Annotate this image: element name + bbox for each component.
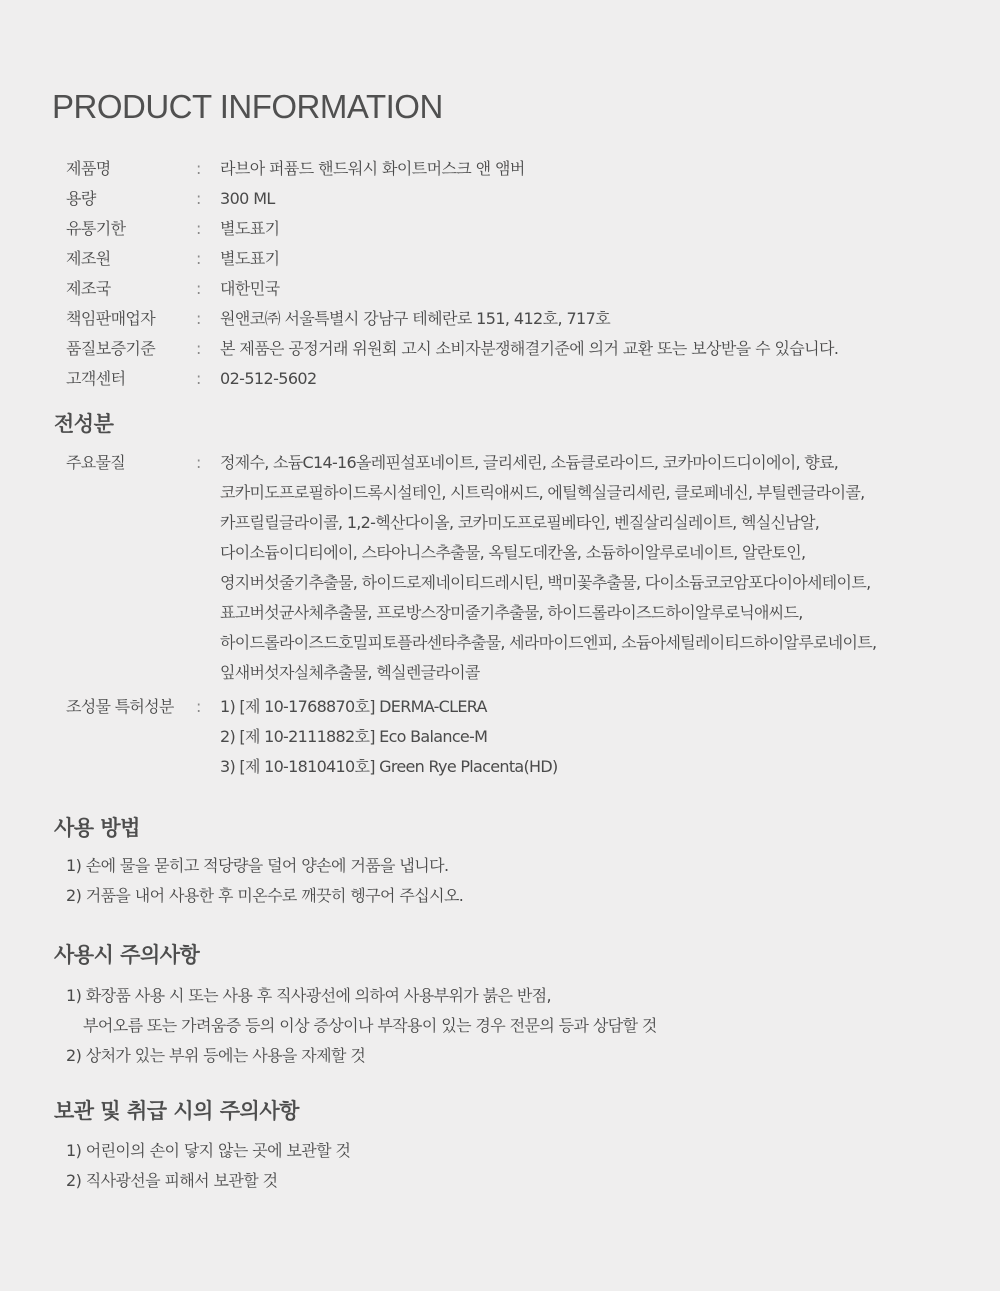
info-colon: : (196, 219, 201, 238)
info-row-capacity (66, 184, 966, 214)
info-row-quality-standard (66, 334, 966, 364)
patent-line: 1) [제 10-1768870호] DERMA-CLERA (220, 697, 487, 716)
info-label: 용량 (66, 189, 96, 208)
info-row-customer-center (66, 364, 966, 394)
storage-item: 2) 직사광선을 피해서 보관할 것 (66, 1171, 278, 1190)
usage-item: 2) 거품을 내어 사용한 후 미온수로 깨끗히 헹구어 주십시오. (66, 886, 464, 905)
info-colon: : (196, 453, 201, 472)
ingredient-line: 표고버섯균사체추출물, 프로방스장미줄기추출물, 하이드롤라이즈드하이알루로닉애씨드, (220, 603, 803, 622)
ingredient-line: 다이소듐이디티에이, 스타아니스추출물, 옥틸도데칸올, 소듐하이알루로네이트, 알란토인, (220, 543, 806, 562)
info-value: 300 ML (220, 189, 275, 208)
info-label: 품질보증기준 (66, 339, 156, 358)
info-value: 대한민국 (220, 279, 280, 298)
info-value: 원앤코㈜ 서울특별시 강남구 테헤란로 151, 412호, 717호 (220, 309, 611, 328)
info-value: 별도표기 (220, 249, 280, 268)
caution-list (66, 981, 657, 1071)
info-label: 제품명 (66, 159, 111, 178)
storage-list (66, 1136, 350, 1196)
caution-item: 1) 화장품 사용 시 또는 사용 후 직사광선에 의하여 사용부위가 붉은 반점, (66, 986, 552, 1005)
info-colon: : (196, 309, 201, 328)
ingredient-line: 하이드롤라이즈드호밀피토플라센타추출물, 세라마이드엔피, 소듐아세틸레이티드하이알루로네이트, (220, 633, 877, 652)
product-info-table (66, 154, 966, 394)
main-ingredients-label: 주요물질 (66, 453, 126, 472)
ingredient-line: 코카미도프로필하이드록시설테인, 시트릭애씨드, 에틸헥실글리세린, 클로페네신, 부틸렌글라이콜, (220, 483, 865, 502)
caution-heading: 사용시 주의사항 (54, 943, 200, 967)
info-label: 제조원 (66, 249, 111, 268)
main-ingredients-list (220, 448, 876, 688)
info-row-product-name (66, 154, 966, 184)
usage-heading: 사용 방법 (54, 816, 140, 840)
info-colon: : (196, 159, 201, 178)
page-title: PRODUCT INFORMATION (52, 88, 443, 125)
patent-line: 2) [제 10-2111882호] Eco Balance-M (220, 727, 488, 746)
main-ingredients-row (66, 448, 976, 688)
usage-item: 1) 손에 물을 묻히고 적당량을 덜어 양손에 거품을 냅니다. (66, 856, 449, 875)
info-colon: : (196, 189, 201, 208)
caution-item-continued: 부어오름 또는 가려움증 등의 이상 증상이나 부작용이 있는 경우 전문의 등과 상담할 것 (83, 1016, 657, 1035)
patent-ingredients-row (66, 692, 976, 782)
info-label: 고객센터 (66, 369, 126, 388)
ingredient-line: 잎새버섯자실체추출물, 헥실렌글라이콜 (220, 663, 480, 682)
patent-ingredients-label: 조성물 특허성분 (66, 697, 174, 716)
patent-line: 3) [제 10-1810410호] Green Rye Placenta(HD) (220, 757, 558, 776)
info-colon: : (196, 279, 201, 298)
usage-list (66, 851, 463, 911)
ingredients-heading: 전성분 (54, 412, 114, 436)
storage-item: 1) 어린이의 손이 닿지 않는 곳에 보관할 것 (66, 1141, 351, 1160)
info-row-country (66, 274, 966, 304)
info-label: 유통기한 (66, 219, 126, 238)
info-colon: : (196, 369, 201, 388)
info-colon: : (196, 697, 201, 716)
info-value: 02-512-5602 (220, 369, 317, 388)
info-value: 별도표기 (220, 219, 280, 238)
info-value: 라브아 퍼퓸드 핸드워시 화이트머스크 앤 앰버 (220, 159, 525, 178)
info-row-manufacturer (66, 244, 966, 274)
info-row-expiry (66, 214, 966, 244)
info-label: 제조국 (66, 279, 111, 298)
info-value: 본 제품은 공정거래 위원회 고시 소비자분쟁해결기준에 의거 교환 또는 보상받을 수 있습니다. (220, 339, 839, 358)
info-colon: : (196, 339, 201, 358)
info-colon: : (196, 249, 201, 268)
patent-ingredients-list (220, 692, 558, 782)
ingredients-block (66, 448, 976, 782)
ingredient-line: 정제수, 소듐C14-16올레핀설포네이트, 글리세린, 소듐클로라이드, 코카마이드디이에이, 향료, (220, 453, 839, 472)
ingredient-line: 영지버섯줄기추출물, 하이드로제네이티드레시틴, 백미꽃추출물, 다이소듐코코암포다이아세테이트, (220, 573, 871, 592)
caution-item: 2) 상처가 있는 부위 등에는 사용을 자제할 것 (66, 1046, 366, 1065)
ingredient-line: 카프릴릴글라이콜, 1,2-헥산다이올, 코카미도프로필베타인, 벤질살리실레이트, 헥실신남알, (220, 513, 820, 532)
info-row-seller (66, 304, 966, 334)
storage-heading: 보관 및 취급 시의 주의사항 (54, 1099, 299, 1123)
info-label: 책임판매업자 (66, 309, 156, 328)
